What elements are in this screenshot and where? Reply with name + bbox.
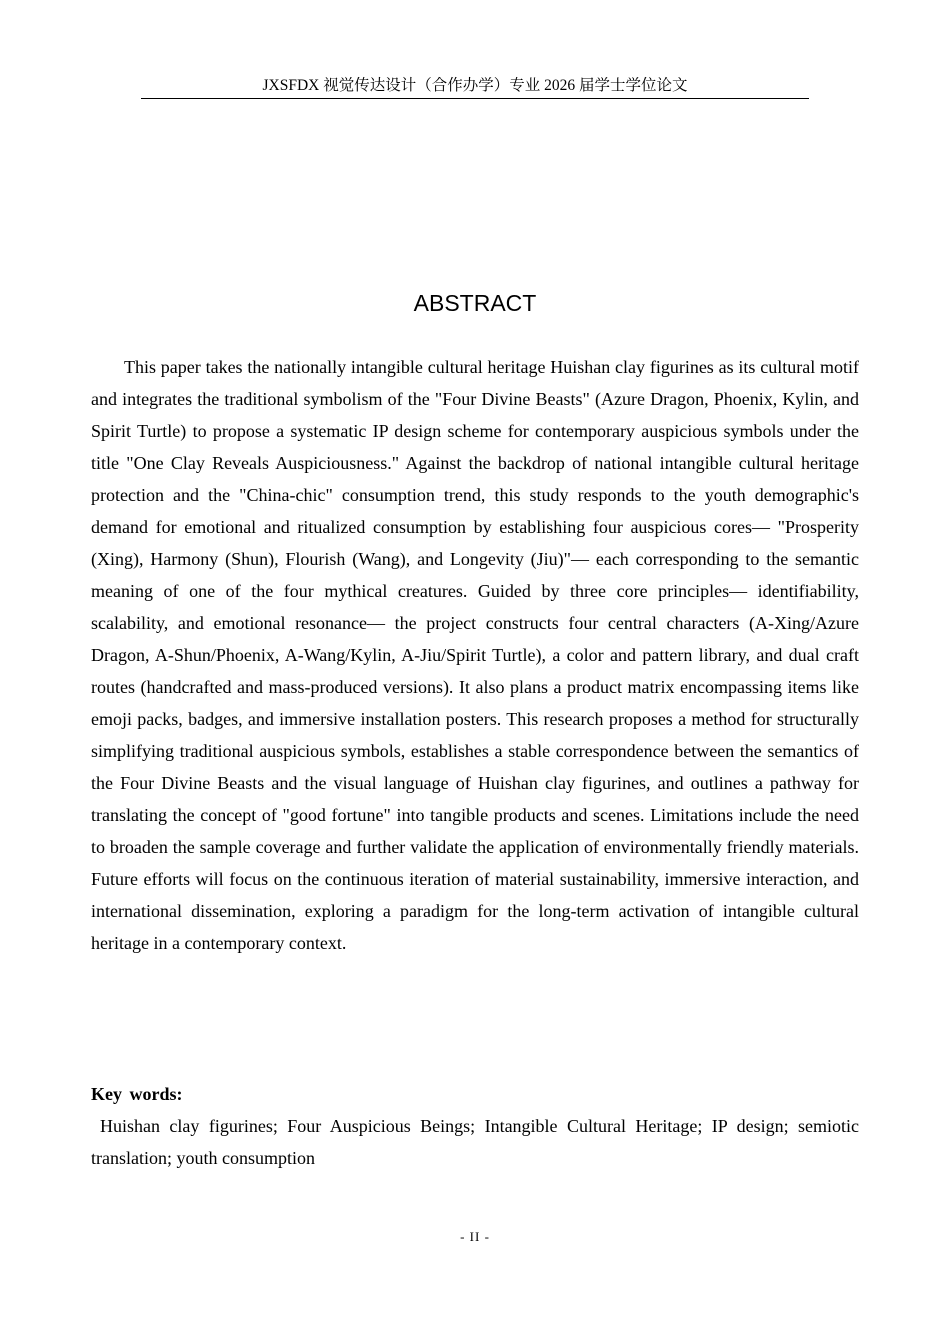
page-number: - II - [460, 1229, 490, 1244]
abstract-title: ABSTRACT [413, 290, 537, 316]
running-header: JXSFDX 视觉传达设计（合作办学）专业 2026 届学士学位论文 [262, 77, 688, 94]
keywords-text: Huishan clay figurines; Four Auspicious Beings; Intangible Cultural Heritage; IP design; semiotic translation; youth consumption [91, 1116, 859, 1168]
abstract-body: This paper takes the nationally intangible cultural heritage Huishan clay figurines as its cultural motif and integrates the traditional symbolism of the "Four Divine Beasts" (Azure Dragon, Phoenix, Kylin, and Spirit Turtle) to propose a systematic IP design scheme for contemporary auspicious symbols under the title "One Clay Reveals Auspiciousness." Against the backdrop of national intangible cultural heritage protection and the "China-chic" consumption trend, this study responds to the youth demographic's demand for emotional and ritualized consumption by establishing four auspicious cores— "Prosperity (Xing), Harmony (Shun), Flourish (Wang), and Longevity (Jiu)"— each corresponding to the semantic meaning of one of the four mythical creatures. Guided by three core principles— identifiability, scalability, and emotional resonance— the project constructs four central characters (A-Xing/Azure Dragon, A-Shun/Phoenix, A-Wang/Kylin, A-Jiu/Spirit Turtle), a color and pattern library, and dual craft routes (handcrafted and mass-produced versions). It also plans a product matrix encompassing items like emoji packs, badges, and immersive installation posters. This research proposes a method for structurally simplifying traditional auspicious symbols, establishes a stable correspondence between the semantics of the Four Divine Beasts and the visual language of Huishan clay figurines, and outlines a pathway for translating the concept of "good fortune" into tangible products and scenes. Limitations include the need to broaden the sample coverage and further validate the application of environmentally friendly materials. Future efforts will focus on the continuous iteration of material sustainability, immersive interaction, and international dissemination, exploring a paradigm for the long-term activation of intangible cultural heritage in a contemporary context. [91, 357, 859, 953]
header-divider [141, 98, 809, 99]
keywords-label: Key words: [91, 1084, 183, 1104]
